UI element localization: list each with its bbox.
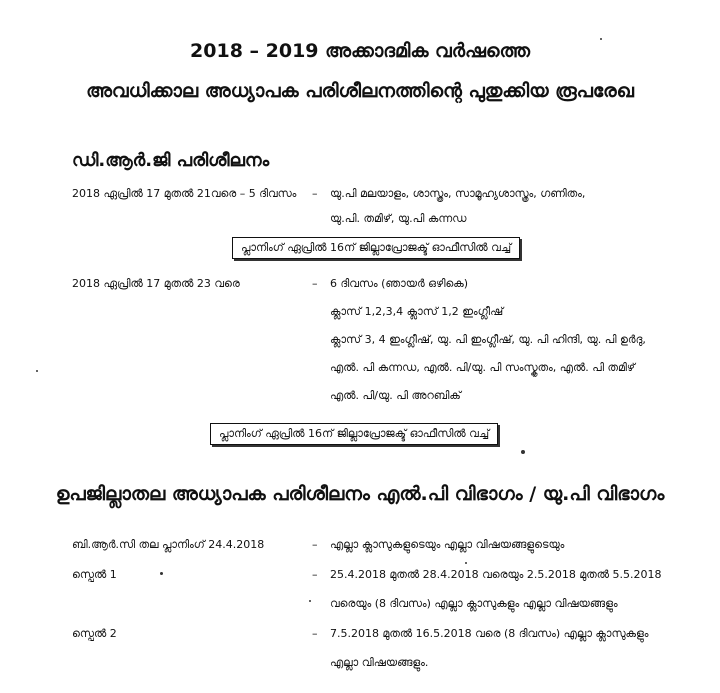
drg-entry1-date: 2018 ഏപ്രിൽ 17 മുതൽ 21വരെ – 5 ദിവസം (72, 187, 297, 200)
drg-entry1-line1: യു.പി മലയാളം, ശാസ്ത്രം, സാമൂഹ്യശാസ്ത്രം, ഗണിതം, (330, 187, 586, 200)
drg-entry2-line5: എൽ. പി/യു. പി അറബിക് (330, 389, 461, 402)
drg-entry2-line1: 6 ദിവസം (ഞായർ ഒഴികെ) (330, 277, 469, 290)
spell1-dash: – (312, 568, 318, 581)
drg-planning-box-1: പ്ലാനിംഗ് ഏപ്രിൽ 16ന് ജില്ലാപ്രോജക്ട് ഓഫീസിൽ വച്ച് (232, 237, 520, 259)
scan-speck (160, 572, 163, 575)
drg-entry1-dash: – (312, 187, 318, 200)
spell1-line1: 25.4.2018 മുതൽ 28.4.2018 വരെയും 2.5.2018 മുതൽ 5.5.2018 (330, 568, 662, 581)
scan-speck (465, 562, 467, 564)
drg-entry2-line3: ക്ലാസ് 3, 4 ഇംഗ്ലീഷ്, യു. പി ഇംഗ്ലീഷ്, യു. പി ഹിന്ദി, യു. പി ഉർദു, (330, 333, 646, 346)
brc-planning-text: എല്ലാ ക്ലാസുകളുടെയും എല്ലാ വിഷയങ്ങളുടെയും (330, 538, 565, 551)
scan-speck (309, 600, 311, 602)
subdistrict-section-heading: ഉപജില്ലാതല അധ്യാപക പരിശീലനം എൽ.പി വിഭാഗം / യു.പി വിഭാഗം (55, 483, 665, 505)
spell2-line2: എല്ലാ വിഷയങ്ങളും. (330, 656, 429, 669)
drg-planning-box-2: പ്ലാനിംഗ് ഏപ്രിൽ 16ന് ജില്ലാപ്രോജക്ട് ഓഫീസിൽ വച്ച് (210, 423, 498, 445)
document-title-line-2: അവധിക്കാല അധ്യാപക പരിശീലനത്തിന്റെ പുതുക്കിയ രൂപരേഖ (86, 80, 634, 102)
drg-section-heading: ഡി.ആർ.ജി പരിശീലനം (72, 150, 270, 171)
scan-speck (600, 38, 602, 40)
document-title-line-1: 2018 – 2019 അക്കാദമിക വർഷത്തെ (190, 40, 530, 62)
brc-dash: – (312, 538, 318, 551)
drg-entry2-dash: – (312, 277, 318, 290)
spell1-line2: വരെയും (8 ദിവസം) എല്ലാ ക്ലാസുകളും എല്ലാ വിഷയങ്ങളും (330, 597, 618, 610)
spell2-line1: 7.5.2018 മുതൽ 16.5.2018 വരെ (8 ദിവസം) എല്ലാ ക്ലാസുകളും (330, 627, 649, 640)
spell2-dash: – (312, 627, 318, 640)
spell1-label: സ്പെൽ 1 (72, 568, 117, 581)
drg-entry2-line4: എൽ. പി കന്നഡ, എൽ. പി/യു. പി സംസ്കൃതം, എൽ. പി തമിഴ് (330, 361, 635, 374)
brc-planning-label: ബി.ആർ.സി തല പ്ലാനിംഗ് 24.4.2018 (72, 538, 265, 551)
spell2-label: സ്പെൽ 2 (72, 627, 117, 640)
scan-speck (36, 370, 38, 372)
drg-entry1-line2: യു.പി. തമിഴ്, യു.പി കന്നഡ (330, 212, 467, 225)
scan-speck (521, 450, 525, 454)
drg-entry2-line2: ക്ലാസ് 1,2,3,4 ക്ലാസ് 1,2 ഇംഗ്ലീഷ് (330, 305, 504, 318)
drg-entry2-date: 2018 ഏപ്രിൽ 17 മുതൽ 23 വരെ (72, 277, 240, 290)
